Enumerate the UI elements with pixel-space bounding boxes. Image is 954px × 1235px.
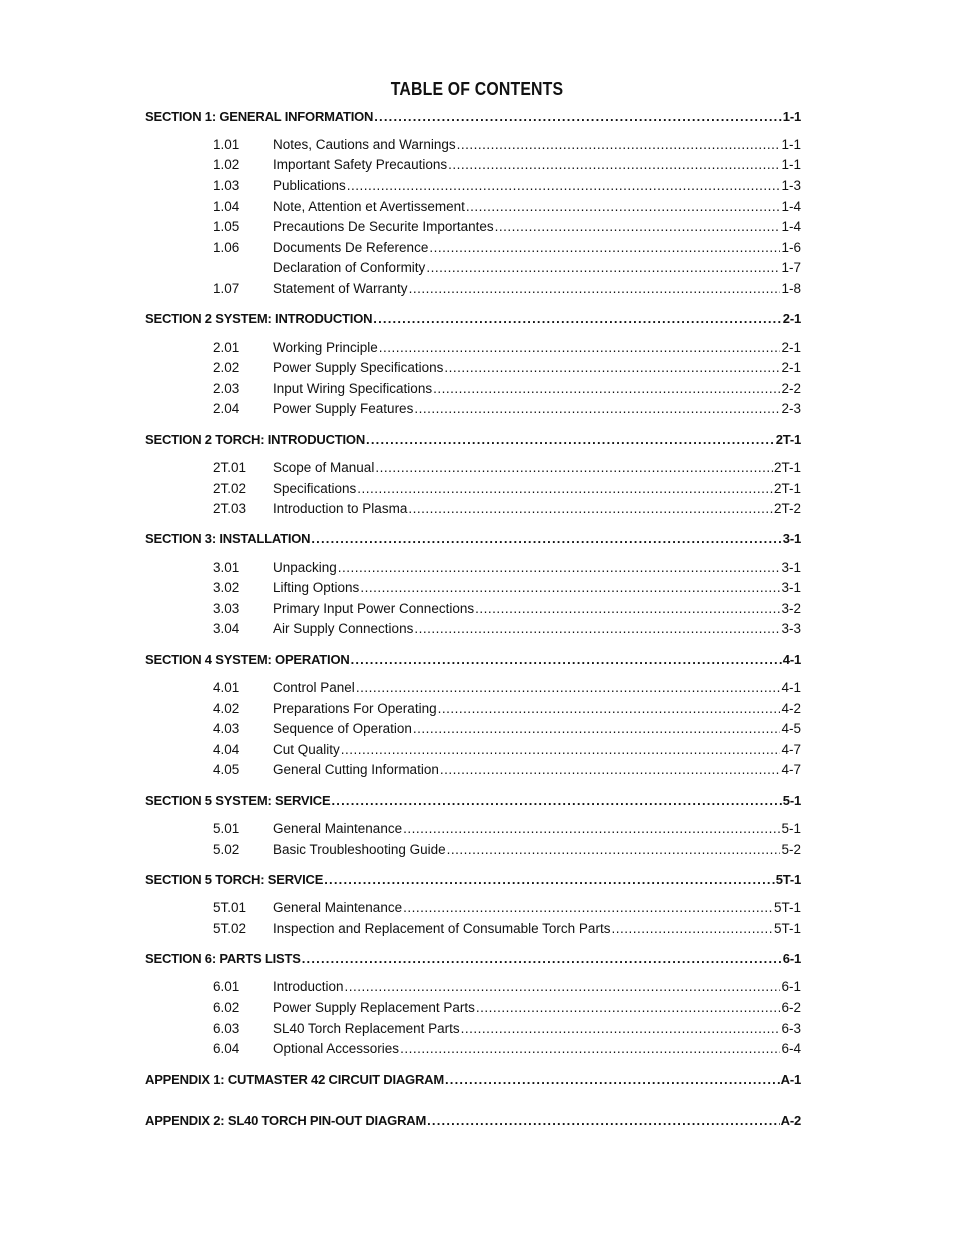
section-page-number: 4-1 — [782, 651, 801, 667]
subsection-page-number: 1-6 — [781, 239, 801, 255]
section-page-number: A-2 — [780, 1112, 801, 1128]
dot-leader — [375, 460, 773, 475]
subsection-number: 3.01 — [213, 559, 240, 575]
dot-leader — [360, 580, 780, 595]
subsection-number: 6.01 — [213, 979, 240, 995]
subsection-number: 1.05 — [213, 219, 240, 235]
dot-leader — [408, 501, 773, 516]
section-title: SECTION 6: PARTS LISTS — [145, 951, 301, 967]
subsection-number: 2.01 — [213, 339, 240, 355]
toc-subsection-entry[interactable] — [145, 918, 801, 939]
section-title: SECTION 5 TORCH: SERVICE — [145, 871, 324, 887]
subsection-title: Cut Quality — [273, 741, 340, 757]
subsection-page-number: 5-1 — [781, 821, 801, 837]
dot-leader — [324, 872, 775, 887]
dot-leader — [438, 701, 781, 716]
subsection-title: SL40 Torch Replacement Parts — [273, 1020, 460, 1036]
subsection-title: Documents De Reference — [273, 239, 429, 255]
subsection-title: Introduction to Plasma — [273, 501, 408, 517]
dot-leader — [448, 157, 780, 172]
dot-leader — [403, 821, 780, 836]
toc-subsection-entry[interactable] — [145, 175, 801, 196]
toc-subsection-entry[interactable] — [145, 557, 801, 578]
subsection-number: 4.01 — [213, 680, 240, 696]
subsection-page-number: 3-1 — [781, 559, 801, 575]
subsection-number: 4.05 — [213, 762, 240, 778]
dot-leader — [351, 652, 782, 667]
dot-leader — [403, 900, 773, 915]
toc-section-entry[interactable] — [145, 947, 801, 971]
dot-leader — [447, 842, 781, 857]
toc-subsection-entry[interactable] — [145, 718, 801, 739]
subsection-number: 4.04 — [213, 741, 240, 757]
toc-subsection-entry[interactable] — [145, 698, 801, 719]
subsection-page-number: 1-7 — [781, 260, 801, 276]
dot-leader — [409, 281, 781, 296]
toc-subsection-entry[interactable] — [145, 977, 801, 998]
dot-leader — [475, 601, 780, 616]
toc-subsection-entry[interactable] — [145, 216, 801, 237]
subsection-number: 1.02 — [213, 157, 240, 173]
subsection-title: Scope of Manual — [273, 459, 375, 475]
section-title: SECTION 4 SYSTEM: OPERATION — [145, 651, 350, 667]
toc-section-entry[interactable] — [145, 527, 801, 551]
subsection-title: Lifting Options — [273, 580, 360, 596]
subsection-page-number: 2-1 — [781, 339, 801, 355]
subsection-page-number: 1-3 — [781, 177, 801, 193]
subsection-page-number: 2T-2 — [773, 501, 801, 517]
subsection-number: 5T.02 — [213, 920, 247, 936]
subsection-title: Publications — [273, 177, 346, 193]
subsection-page-number: 1-4 — [781, 219, 801, 235]
dot-leader — [356, 680, 781, 695]
toc-subsection-entry[interactable] — [145, 1038, 801, 1059]
toc-subsection-entry[interactable] — [145, 498, 801, 519]
toc-section-entry[interactable] — [145, 307, 801, 331]
subsection-title: Preparations For Operating — [273, 700, 437, 716]
dot-leader — [374, 109, 782, 124]
dot-leader — [427, 1113, 780, 1128]
section-page-number: 1-1 — [782, 108, 801, 124]
subsection-title: General Maintenance — [273, 900, 403, 916]
subsection-title: Working Principle — [273, 339, 378, 355]
dot-leader — [611, 921, 773, 936]
table-of-contents — [145, 104, 801, 1149]
dot-leader — [445, 1072, 780, 1087]
subsection-page-number: 5T-1 — [773, 920, 801, 936]
toc-section-entry[interactable] — [145, 104, 801, 128]
subsection-page-number: 3-3 — [781, 621, 801, 637]
dot-leader — [357, 481, 773, 496]
subsection-page-number: 1-1 — [781, 157, 801, 173]
dot-leader — [461, 1021, 781, 1036]
section-page-number: 6-1 — [782, 951, 801, 967]
toc-subsection-entry[interactable] — [145, 399, 801, 420]
toc-subsection-entry[interactable] — [145, 619, 801, 640]
subsection-page-number: 1-1 — [781, 136, 801, 152]
subsection-title: General Maintenance — [273, 821, 403, 837]
dot-leader — [414, 621, 780, 636]
section-title: SECTION 2 SYSTEM: INTRODUCTION — [145, 311, 373, 327]
subsection-title: Inspection and Replacement of Consumable Torch Parts — [273, 920, 611, 936]
subsection-number: 3.03 — [213, 600, 240, 616]
subsection-page-number: 2T-1 — [773, 480, 801, 496]
toc-section-entry[interactable] — [145, 788, 801, 812]
toc-subsection-entry[interactable] — [145, 258, 801, 279]
toc-subsection-entry[interactable] — [145, 578, 801, 599]
dot-leader — [347, 178, 781, 193]
subsection-title: Basic Troubleshooting Guide — [273, 841, 446, 857]
subsection-number: 2.04 — [213, 401, 240, 417]
subsection-title: Air Supply Connections — [273, 621, 414, 637]
subsection-page-number: 6-3 — [781, 1020, 801, 1036]
subsection-page-number: 5T-1 — [773, 900, 801, 916]
toc-subsection-entry[interactable] — [145, 278, 801, 299]
toc-subsection-entry[interactable] — [145, 457, 801, 478]
dot-leader — [433, 381, 780, 396]
subsection-number: 3.04 — [213, 621, 240, 637]
toc-section-entry[interactable] — [145, 1067, 801, 1091]
dot-leader — [426, 260, 780, 275]
subsection-number: 1.04 — [213, 198, 240, 214]
subsection-number: 2.02 — [213, 360, 240, 376]
subsection-page-number: 4-7 — [781, 741, 801, 757]
subsection-page-number: 6-1 — [781, 979, 801, 995]
toc-subsection-entry[interactable] — [145, 997, 801, 1018]
subsection-title: Primary Input Power Connections — [273, 600, 475, 616]
section-title: SECTION 2 TORCH: INTRODUCTION — [145, 431, 366, 447]
subsection-title: Declaration of Conformity — [273, 260, 426, 276]
subsection-number: 1.06 — [213, 239, 240, 255]
subsection-page-number: 4-2 — [781, 700, 801, 716]
subsection-number: 1.03 — [213, 177, 240, 193]
dot-leader — [379, 340, 781, 355]
subsection-number: 2.03 — [213, 380, 240, 396]
section-title: SECTION 1: GENERAL INFORMATION — [145, 108, 374, 124]
subsection-page-number: 1-8 — [781, 280, 801, 296]
section-title: SECTION 5 SYSTEM: SERVICE — [145, 792, 331, 808]
section-page-number: A-1 — [780, 1071, 801, 1087]
toc-section-entry[interactable] — [145, 647, 801, 671]
subsection-page-number: 4-5 — [781, 721, 801, 737]
dot-leader — [338, 560, 781, 575]
dot-leader — [476, 1000, 781, 1015]
subsection-title: Power Supply Replacement Parts — [273, 1000, 475, 1016]
subsection-number: 3.02 — [213, 580, 240, 596]
dot-leader — [413, 721, 781, 736]
subsection-title: Introduction — [273, 979, 344, 995]
subsection-page-number: 1-4 — [781, 198, 801, 214]
toc-subsection-entry[interactable] — [145, 196, 801, 217]
dot-leader — [495, 219, 781, 234]
subsection-title: Unpacking — [273, 559, 337, 575]
subsection-title: Note, Attention et Avertissement — [273, 198, 465, 214]
subsection-number: 2T.02 — [213, 480, 247, 496]
toc-subsection-entry[interactable] — [145, 818, 801, 839]
toc-section-entry[interactable] — [145, 1108, 801, 1132]
dot-leader — [345, 979, 781, 994]
subsection-number: 5.01 — [213, 821, 240, 837]
subsection-title: Optional Accessories — [273, 1041, 400, 1057]
toc-subsection-entry[interactable] — [145, 134, 801, 155]
toc-subsection-entry[interactable] — [145, 760, 801, 781]
subsection-page-number: 2T-1 — [773, 459, 801, 475]
subsection-number: 4.02 — [213, 700, 240, 716]
section-page-number: 5-1 — [782, 792, 801, 808]
subsection-page-number: 5-2 — [781, 841, 801, 857]
subsection-title: Input Wiring Specifications — [273, 380, 433, 396]
dot-leader — [414, 401, 780, 416]
toc-subsection-entry[interactable] — [145, 839, 801, 860]
toc-subsection-entry[interactable] — [145, 598, 801, 619]
subsection-number: 6.03 — [213, 1020, 240, 1036]
dot-leader — [341, 742, 781, 757]
page-title: TABLE OF CONTENTS — [390, 79, 564, 99]
section-title: APPENDIX 2: SL40 TORCH PIN-OUT DIAGRAM — [145, 1112, 427, 1128]
subsection-number: 6.02 — [213, 1000, 240, 1016]
section-page-number: 3-1 — [782, 531, 801, 547]
subsection-number: 1.07 — [213, 280, 240, 296]
subsection-title: Sequence of Operation — [273, 721, 412, 737]
subsection-number: 5.02 — [213, 841, 240, 857]
toc-subsection-entry[interactable] — [145, 337, 801, 358]
section-title: APPENDIX 1: CUTMASTER 42 CIRCUIT DIAGRAM — [145, 1071, 444, 1087]
subsection-number: 2T.03 — [213, 501, 247, 517]
dot-leader — [302, 951, 782, 966]
toc-subsection-entry[interactable] — [145, 378, 801, 399]
subsection-number: 2T.01 — [213, 459, 247, 475]
subsection-title: Statement of Warranty — [273, 280, 408, 296]
subsection-page-number: 2-2 — [781, 380, 801, 396]
subsection-title: Power Supply Features — [273, 401, 414, 417]
subsection-page-number: 3-1 — [781, 580, 801, 596]
dot-leader — [466, 199, 781, 214]
subsection-number: 4.03 — [213, 721, 240, 737]
subsection-page-number: 4-1 — [781, 680, 801, 696]
subsection-title: Precautions De Securite Importantes — [273, 219, 494, 235]
toc-section-entry[interactable] — [145, 867, 801, 891]
subsection-page-number: 2-3 — [781, 401, 801, 417]
subsection-page-number: 3-2 — [781, 600, 801, 616]
section-page-number: 5T-1 — [775, 871, 801, 887]
dot-leader — [444, 360, 780, 375]
subsection-page-number: 6-4 — [781, 1041, 801, 1057]
toc-section-entry[interactable] — [145, 427, 801, 451]
subsection-title: General Cutting Information — [273, 762, 439, 778]
dot-leader — [311, 531, 781, 546]
toc-subsection-entry[interactable] — [145, 237, 801, 258]
dot-leader — [440, 762, 781, 777]
subsection-number: 1.01 — [213, 136, 240, 152]
subsection-title: Important Safety Precautions — [273, 157, 448, 173]
toc-subsection-entry[interactable] — [145, 155, 801, 176]
subsection-page-number: 4-7 — [781, 762, 801, 778]
subsection-title: Control Panel — [273, 680, 355, 696]
dot-leader — [366, 432, 775, 447]
toc-subsection-entry[interactable] — [145, 1018, 801, 1039]
dot-leader — [457, 137, 781, 152]
subsection-title: Power Supply Specifications — [273, 360, 444, 376]
toc-subsection-entry[interactable] — [145, 897, 801, 918]
subsection-number: 5T.01 — [213, 900, 247, 916]
subsection-page-number: 6-2 — [781, 1000, 801, 1016]
toc-subsection-entry[interactable] — [145, 739, 801, 760]
subsection-title: Notes, Cautions and Warnings — [273, 136, 456, 152]
toc-subsection-entry[interactable] — [145, 677, 801, 698]
subsection-number: 6.04 — [213, 1041, 240, 1057]
toc-subsection-entry[interactable] — [145, 478, 801, 499]
dot-leader — [429, 240, 780, 255]
subsection-title: Specifications — [273, 480, 357, 496]
toc-subsection-entry[interactable] — [145, 357, 801, 378]
subsection-page-number: 2-1 — [781, 360, 801, 376]
dot-leader — [373, 311, 782, 326]
dot-leader — [400, 1041, 780, 1056]
section-page-number: 2T-1 — [775, 431, 801, 447]
dot-leader — [331, 793, 781, 808]
section-page-number: 2-1 — [782, 311, 801, 327]
section-title: SECTION 3: INSTALLATION — [145, 531, 311, 547]
